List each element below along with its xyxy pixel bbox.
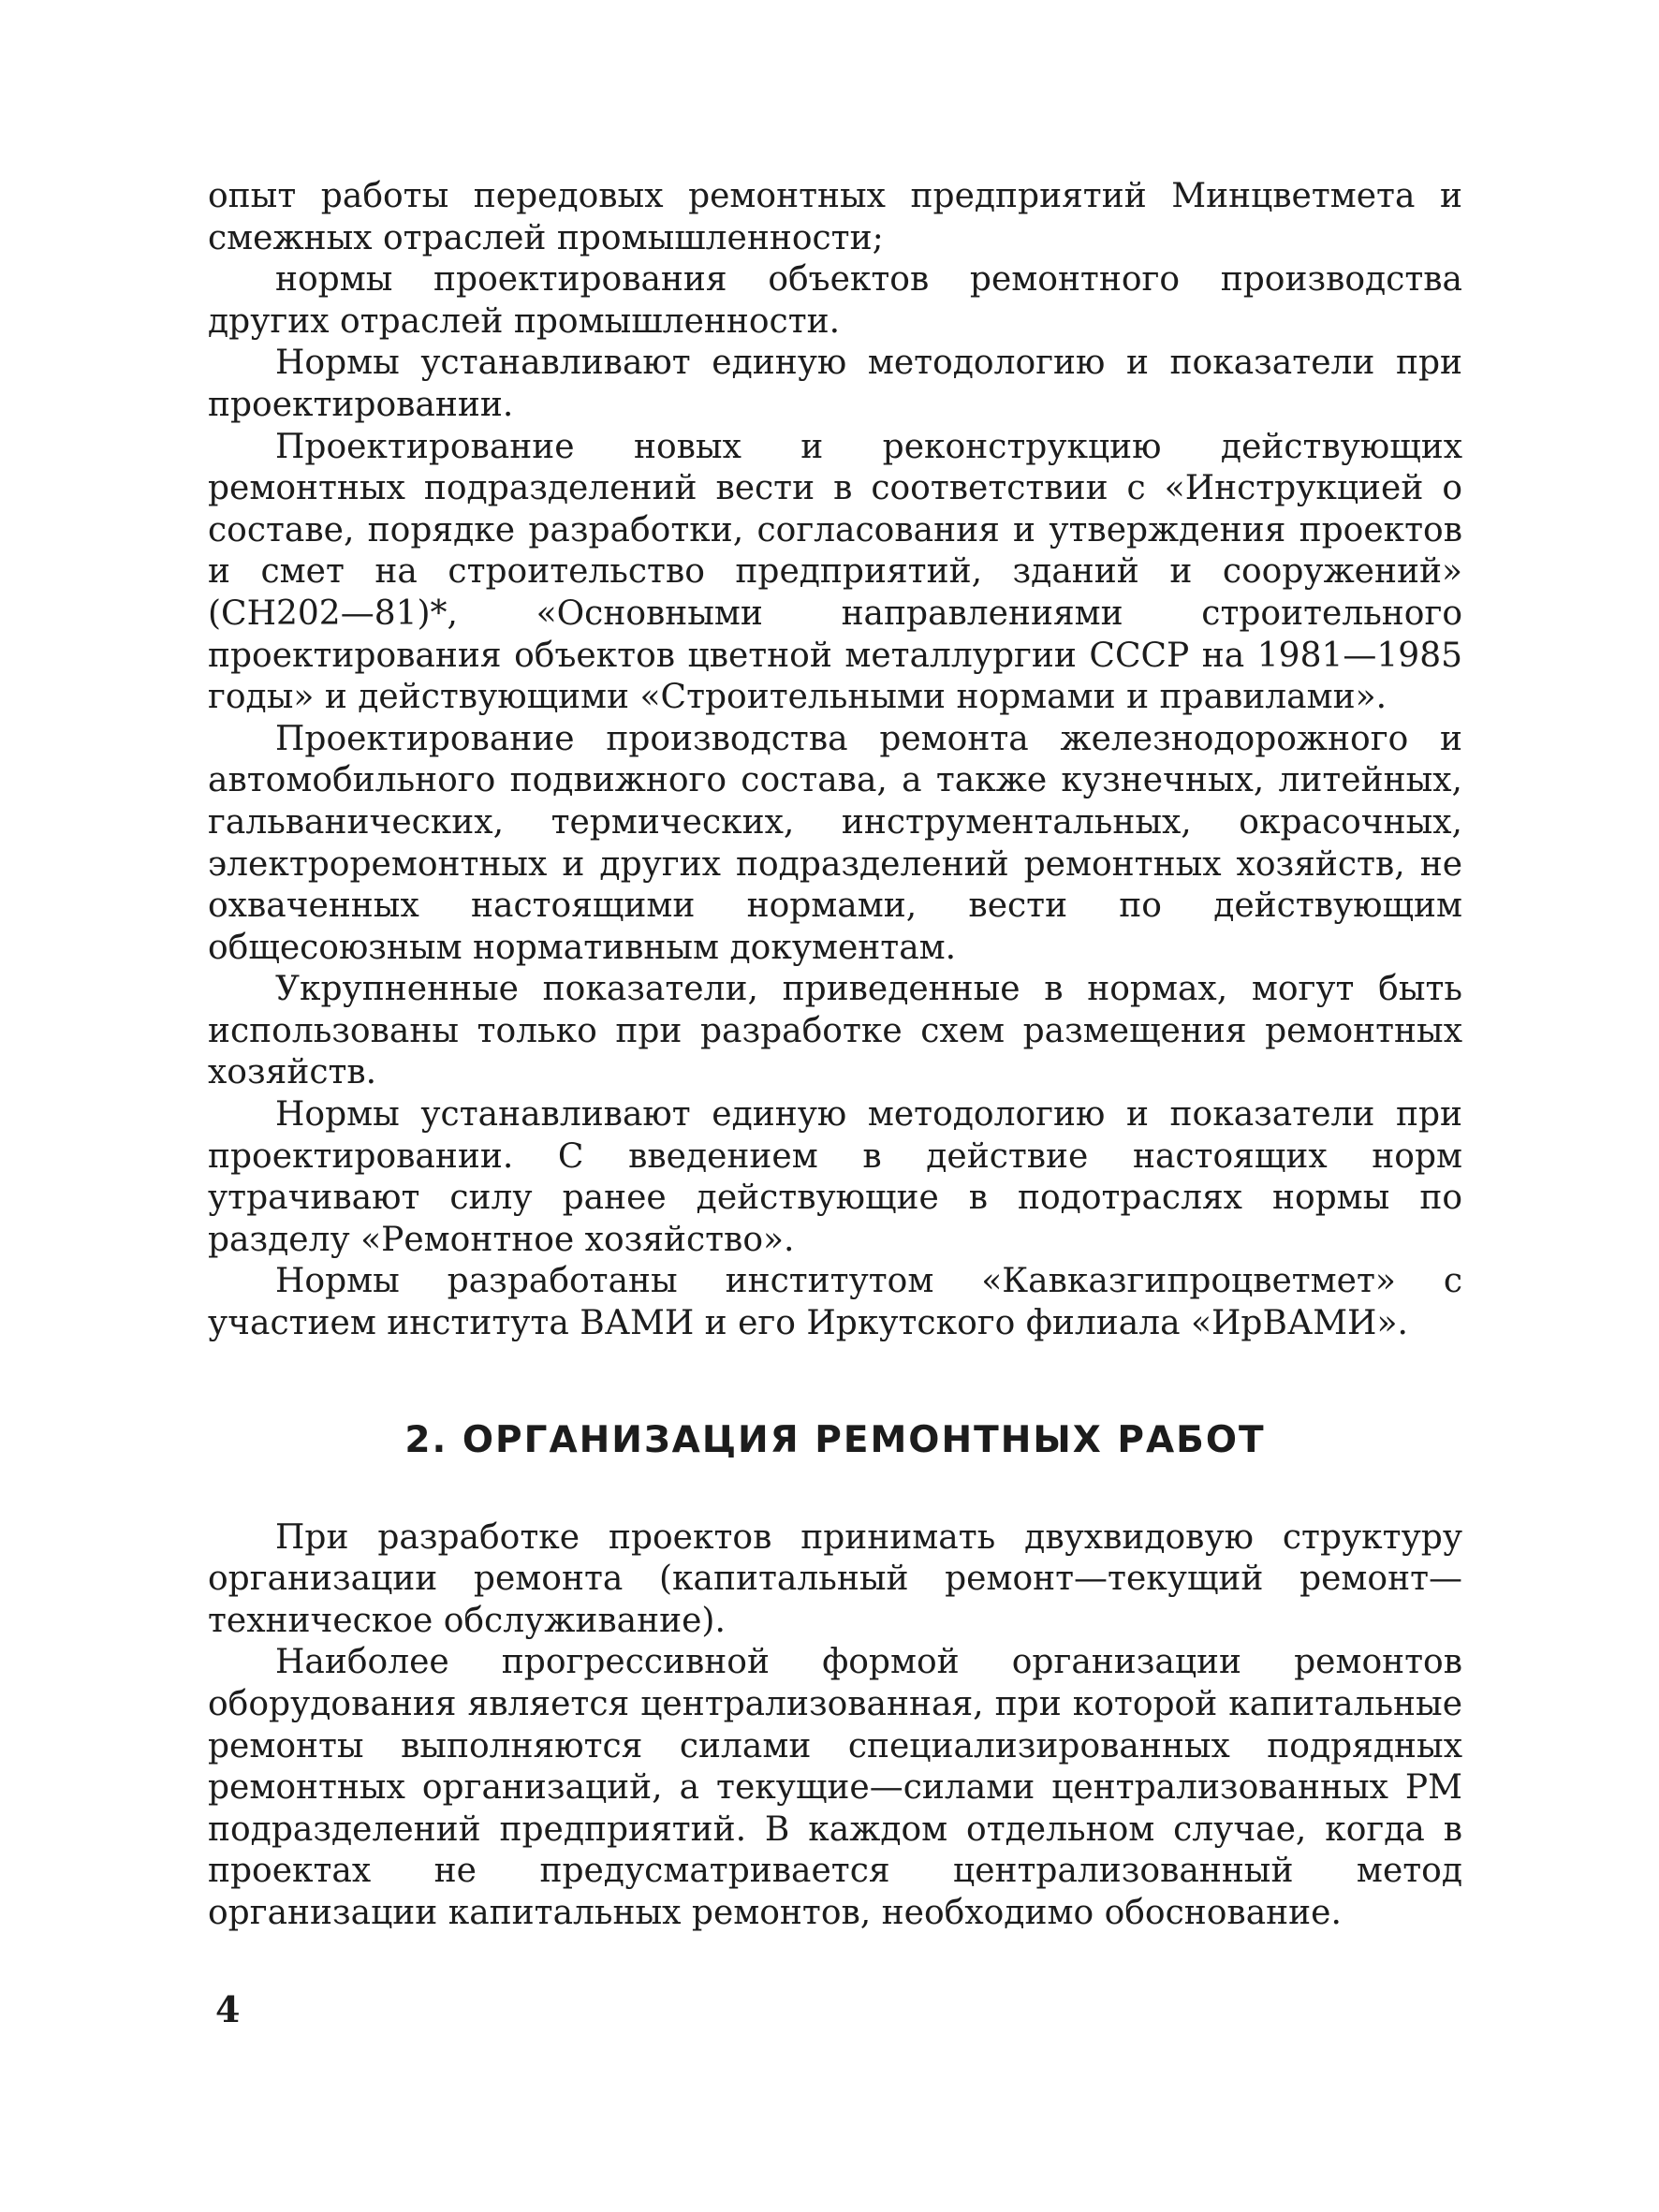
paragraph-continuation: опыт работы передовых ремонтных предприятий Минцветмета и смежных отраслей промышленности;	[208, 177, 1462, 257]
paragraph-unified-methodology: Нормы устанавливают единую методологию и показатели при проектировании.	[208, 344, 1462, 424]
paragraph-centralized-form: Наиболее прогрессивной формой организации ремонтов оборудования является централизованная, при которой капитальные ремонты выполняются силами специализированных подрядных ремонтных организаций, а текущие—силами централизованных РМ подразделений предприятий. В каждом отдельном случае, когда в проектах не предусматривается централизованный метод организации капитальных ремонтов, необходимо обоснование.	[208, 1643, 1462, 1932]
paragraph-developed-by: Нормы разработаны институтом «Кавказгипроцветмет» с участием института ВАМИ и его Иркутского филиала «ИрВАМИ».	[208, 1262, 1462, 1343]
paragraph-norms-supersede: Нормы устанавливают единую методологию и показатели при проектировании. С введением в действие настоящих норм утрачивают силу ранее действующие в подотраслях нормы по разделу «Ремонтное хозяйство».	[208, 1095, 1462, 1259]
section-heading: 2. ОРГАНИЗАЦИЯ РЕМОНТНЫХ РАБОТ	[404, 1418, 1266, 1461]
paragraph-two-type-structure: При разработке проектов принимать двухвидовую структуру организации ремонта (капитальный ремонт—текущий ремонт—техническое обслуживание).	[208, 1517, 1462, 1640]
document-page	[208, 176, 1462, 1935]
paragraph-norms-other-industries: нормы проектирования объектов ремонтного производства других отраслей промышленности.	[208, 260, 1462, 341]
page-number: 4	[215, 1988, 241, 2030]
paragraph-railway-automotive: Проектирование производства ремонта железнодорожного и автомобильного подвижного состава, а также кузнечных, литейных, гальванических, термических, инструментальных, окрасочных, электроремонтных и других подразделений ремонтных хозяйств, не охваченных настоящими нормами, вести по действующим общесоюзным нормативным документам.	[208, 719, 1462, 967]
paragraph-design-instructions: Проектирование новых и реконструкцию действующих ремонтных подразделений вести в соответствии с «Инструкцией о составе, порядке разработки, согласования и утверждения проектов и смет на строительство предприятий, зданий и сооружений» (СН202—81)*, «Основными направлениями строительного проектирования объектов цветной металлургии СССР на 1981—1985 годы» и действующими «Строительными нормами и правилами».	[208, 427, 1462, 717]
paragraph-enlarged-indicators: Укрупненные показатели, приведенные в нормах, могут быть использованы только при разработке схем размещения ремонтных хозяйств.	[208, 970, 1462, 1092]
